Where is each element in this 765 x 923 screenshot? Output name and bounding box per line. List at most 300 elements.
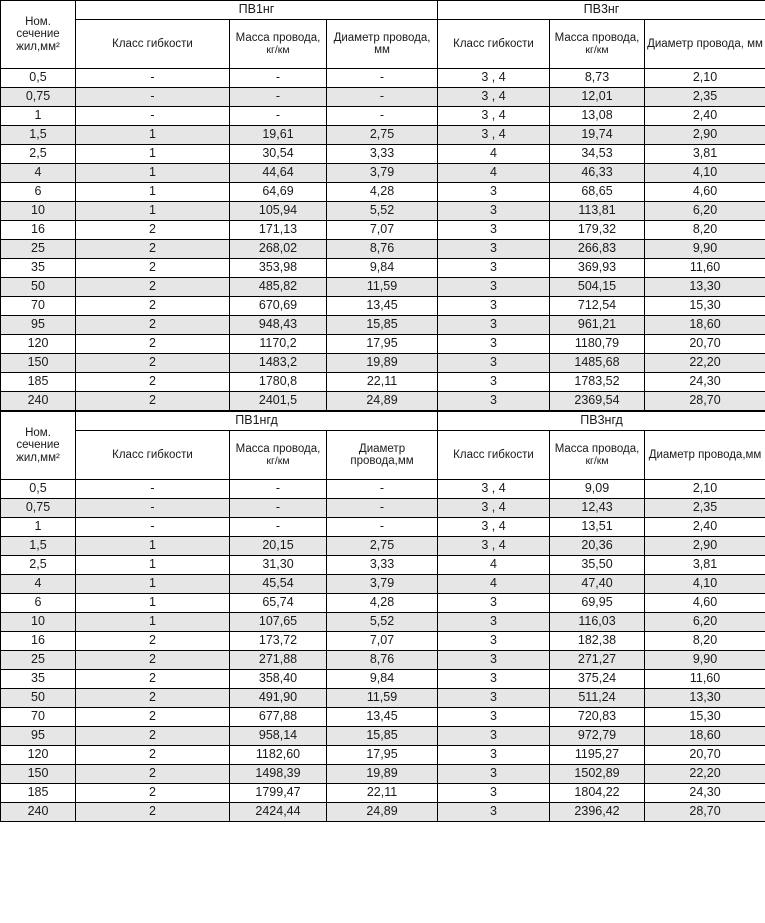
cell-g1-mass: 1483,2 xyxy=(230,354,327,373)
cell-g1-diameter: 2,75 xyxy=(327,537,438,556)
table-row xyxy=(1,316,765,335)
table-row xyxy=(1,335,765,354)
cell-g2-class: 3 xyxy=(438,202,550,221)
cell-g2-diameter: 13,30 xyxy=(645,278,765,297)
g1-mass-unit: кг/км xyxy=(266,44,290,56)
table-row xyxy=(1,164,765,183)
cell-g1-diameter: 13,45 xyxy=(327,708,438,727)
g2-mass-label: Масса провода, xyxy=(554,442,640,455)
g2-class-header: Класс гибкости xyxy=(438,431,550,480)
table-row xyxy=(1,518,765,537)
cell-g2-mass: 179,32 xyxy=(550,221,645,240)
cell-g2-diameter: 4,60 xyxy=(645,183,765,202)
table-row xyxy=(1,88,765,107)
cell-g1-class: 2 xyxy=(76,670,230,689)
cell-g2-class: 3 xyxy=(438,183,550,202)
cell-g2-diameter: 4,10 xyxy=(645,164,765,183)
cell-g1-diameter: 7,07 xyxy=(327,632,438,651)
cell-g1-class: 2 xyxy=(76,297,230,316)
g1-mass-label: Масса провода, xyxy=(235,442,321,455)
cell-g2-class: 3 xyxy=(438,708,550,727)
cell-g2-mass: 1180,79 xyxy=(550,335,645,354)
cell-section: 70 xyxy=(1,708,76,727)
cell-g1-class: - xyxy=(76,518,230,537)
cell-g2-class: 4 xyxy=(438,556,550,575)
cell-g2-mass: 182,38 xyxy=(550,632,645,651)
cell-g2-mass: 511,24 xyxy=(550,689,645,708)
cell-g1-class: 2 xyxy=(76,651,230,670)
cell-section: 16 xyxy=(1,221,76,240)
cell-g2-diameter: 24,30 xyxy=(645,784,765,803)
cell-section: 240 xyxy=(1,392,76,411)
cell-g1-mass: 64,69 xyxy=(230,183,327,202)
cell-g1-class: 1 xyxy=(76,183,230,202)
cell-g1-class: - xyxy=(76,480,230,499)
cell-g1-diameter: 8,76 xyxy=(327,240,438,259)
cell-g1-class: 2 xyxy=(76,803,230,822)
cell-g2-class: 4 xyxy=(438,575,550,594)
g2-class-header: Класс гибкости xyxy=(438,20,550,69)
cell-g2-mass: 375,24 xyxy=(550,670,645,689)
cell-g1-diameter: 3,33 xyxy=(327,556,438,575)
cell-g1-mass: 107,65 xyxy=(230,613,327,632)
cell-section: 6 xyxy=(1,183,76,202)
cell-g1-mass: 491,90 xyxy=(230,689,327,708)
table-row xyxy=(1,373,765,392)
spec-table xyxy=(0,411,765,822)
cell-g2-mass: 720,83 xyxy=(550,708,645,727)
cell-g2-mass: 19,74 xyxy=(550,126,645,145)
cell-section: 240 xyxy=(1,803,76,822)
cell-g1-class: 2 xyxy=(76,689,230,708)
cell-g1-mass: 268,02 xyxy=(230,240,327,259)
cell-g2-diameter: 28,70 xyxy=(645,392,765,411)
cell-g2-mass: 8,73 xyxy=(550,69,645,88)
cell-g1-class: 1 xyxy=(76,145,230,164)
cell-g1-class: 2 xyxy=(76,354,230,373)
g1-mass-header xyxy=(230,431,327,480)
cell-g1-diameter: 19,89 xyxy=(327,765,438,784)
table-row xyxy=(1,708,765,727)
cell-g1-mass: 358,40 xyxy=(230,670,327,689)
cell-g1-mass: 44,64 xyxy=(230,164,327,183)
table-row xyxy=(1,240,765,259)
cell-g1-class: 2 xyxy=(76,392,230,411)
cell-section: 1,5 xyxy=(1,126,76,145)
cell-g2-mass: 34,53 xyxy=(550,145,645,164)
cell-g1-diameter: 5,52 xyxy=(327,613,438,632)
cell-g2-class: 3 , 4 xyxy=(438,69,550,88)
cell-g1-diameter: 3,79 xyxy=(327,575,438,594)
g2-diam-header: Диаметр провода, мм xyxy=(645,20,765,69)
cell-g2-diameter: 15,30 xyxy=(645,297,765,316)
cell-g1-class: - xyxy=(76,69,230,88)
cell-g1-diameter: 22,11 xyxy=(327,784,438,803)
cell-g2-diameter: 20,70 xyxy=(645,746,765,765)
table-row xyxy=(1,392,765,411)
cell-g1-mass: 485,82 xyxy=(230,278,327,297)
cell-g1-mass: 1170,2 xyxy=(230,335,327,354)
cell-g2-diameter: 22,20 xyxy=(645,765,765,784)
cell-g2-mass: 69,95 xyxy=(550,594,645,613)
cell-g1-mass: 171,13 xyxy=(230,221,327,240)
cell-g2-mass: 13,51 xyxy=(550,518,645,537)
cell-g2-class: 3 , 4 xyxy=(438,126,550,145)
cell-g2-class: 3 xyxy=(438,594,550,613)
cell-g2-mass: 35,50 xyxy=(550,556,645,575)
cell-g1-mass: 670,69 xyxy=(230,297,327,316)
cell-section: 150 xyxy=(1,354,76,373)
cell-g1-mass: 271,88 xyxy=(230,651,327,670)
cell-g1-diameter: - xyxy=(327,69,438,88)
cell-g1-class: 2 xyxy=(76,335,230,354)
cell-g1-diameter: 11,59 xyxy=(327,689,438,708)
cell-g2-class: 3 xyxy=(438,221,550,240)
cell-section: 1 xyxy=(1,107,76,126)
cell-section: 0,75 xyxy=(1,88,76,107)
g1-mass-unit: кг/км xyxy=(266,455,290,467)
table-row xyxy=(1,670,765,689)
g1-mass-label: Масса провода, xyxy=(235,31,321,44)
cell-g1-diameter: 3,33 xyxy=(327,145,438,164)
cell-g2-diameter: 18,60 xyxy=(645,727,765,746)
table-row xyxy=(1,202,765,221)
cell-g2-mass: 12,01 xyxy=(550,88,645,107)
cell-g1-diameter: 3,79 xyxy=(327,164,438,183)
cell-g1-diameter: 2,75 xyxy=(327,126,438,145)
table-row xyxy=(1,480,765,499)
cell-g1-mass: - xyxy=(230,69,327,88)
cell-g2-class: 3 , 4 xyxy=(438,480,550,499)
cell-g2-diameter: 24,30 xyxy=(645,373,765,392)
cell-g2-mass: 116,03 xyxy=(550,613,645,632)
cell-g1-class: 2 xyxy=(76,632,230,651)
table-row xyxy=(1,632,765,651)
cell-g2-mass: 1804,22 xyxy=(550,784,645,803)
table-row xyxy=(1,297,765,316)
cell-g2-diameter: 8,20 xyxy=(645,221,765,240)
table-body xyxy=(1,69,765,411)
cell-g1-class: 2 xyxy=(76,259,230,278)
cell-g1-class: 2 xyxy=(76,765,230,784)
cell-g1-mass: 1780,8 xyxy=(230,373,327,392)
cell-g1-diameter: 17,95 xyxy=(327,335,438,354)
cell-section: 150 xyxy=(1,765,76,784)
table-row xyxy=(1,727,765,746)
cell-g2-mass: 1485,68 xyxy=(550,354,645,373)
cell-g1-class: 1 xyxy=(76,613,230,632)
cell-g2-class: 3 xyxy=(438,278,550,297)
table-row xyxy=(1,784,765,803)
cell-g2-mass: 1195,27 xyxy=(550,746,645,765)
cell-g1-mass: 65,74 xyxy=(230,594,327,613)
table-row xyxy=(1,259,765,278)
cell-section: 4 xyxy=(1,164,76,183)
cell-g2-diameter: 4,60 xyxy=(645,594,765,613)
cell-section: 25 xyxy=(1,651,76,670)
cell-g1-class: - xyxy=(76,107,230,126)
cell-g2-diameter: 6,20 xyxy=(645,613,765,632)
cell-g2-class: 4 xyxy=(438,164,550,183)
cell-g2-class: 3 xyxy=(438,373,550,392)
table-row xyxy=(1,183,765,202)
cell-g2-class: 3 xyxy=(438,316,550,335)
cell-section: 95 xyxy=(1,316,76,335)
cell-g1-class: 1 xyxy=(76,575,230,594)
cell-g1-diameter: 4,28 xyxy=(327,594,438,613)
cell-g1-diameter: - xyxy=(327,518,438,537)
cell-g1-diameter: 4,28 xyxy=(327,183,438,202)
cell-section: 185 xyxy=(1,784,76,803)
cell-g2-class: 3 xyxy=(438,651,550,670)
cell-section: 50 xyxy=(1,278,76,297)
cell-g1-mass: 958,14 xyxy=(230,727,327,746)
g1-class-header: Класс гибкости xyxy=(76,20,230,69)
table-row xyxy=(1,69,765,88)
cell-section: 35 xyxy=(1,259,76,278)
table-row xyxy=(1,689,765,708)
cell-g1-mass: 19,61 xyxy=(230,126,327,145)
cell-g1-mass: 30,54 xyxy=(230,145,327,164)
cell-g2-mass: 13,08 xyxy=(550,107,645,126)
g2-mass-label: Масса провода, xyxy=(554,31,640,44)
g2-mass-unit: кг/км xyxy=(585,455,609,467)
cell-g1-diameter: - xyxy=(327,107,438,126)
cell-section: 120 xyxy=(1,335,76,354)
cell-g2-diameter: 2,40 xyxy=(645,107,765,126)
cell-g2-class: 3 xyxy=(438,632,550,651)
cell-g2-mass: 46,33 xyxy=(550,164,645,183)
cell-g1-mass: 2401,5 xyxy=(230,392,327,411)
cell-section: 6 xyxy=(1,594,76,613)
cell-g2-class: 3 , 4 xyxy=(438,499,550,518)
cell-g2-class: 3 , 4 xyxy=(438,107,550,126)
cell-g1-mass: 677,88 xyxy=(230,708,327,727)
cell-g2-mass: 12,43 xyxy=(550,499,645,518)
g1-class-header: Класс гибкости xyxy=(76,431,230,480)
cell-g2-class: 4 xyxy=(438,145,550,164)
g1-diam-header: Диаметр провода,мм xyxy=(327,431,438,480)
cell-g1-diameter: - xyxy=(327,480,438,499)
cell-g1-diameter: 9,84 xyxy=(327,670,438,689)
g2-mass-header xyxy=(550,431,645,480)
cell-g1-mass: 1799,47 xyxy=(230,784,327,803)
table-row xyxy=(1,613,765,632)
cell-g1-mass: - xyxy=(230,518,327,537)
cell-g2-diameter: 2,10 xyxy=(645,480,765,499)
cell-g2-mass: 68,65 xyxy=(550,183,645,202)
cell-g1-diameter: 15,85 xyxy=(327,316,438,335)
cell-g2-diameter: 28,70 xyxy=(645,803,765,822)
cell-g1-diameter: 11,59 xyxy=(327,278,438,297)
g2-mass-header xyxy=(550,20,645,69)
cell-g2-class: 3 xyxy=(438,803,550,822)
cell-section: 0,5 xyxy=(1,480,76,499)
cell-g1-class: 1 xyxy=(76,556,230,575)
table-row xyxy=(1,746,765,765)
cell-section: 0,75 xyxy=(1,499,76,518)
cell-g2-class: 3 xyxy=(438,335,550,354)
cell-g2-mass: 271,27 xyxy=(550,651,645,670)
cell-g1-mass: 1182,60 xyxy=(230,746,327,765)
cell-g2-class: 3 , 4 xyxy=(438,537,550,556)
g1-mass-header xyxy=(230,20,327,69)
g2-diam-header: Диаметр провода,мм xyxy=(645,431,765,480)
table-row xyxy=(1,278,765,297)
cell-g1-diameter: 24,89 xyxy=(327,803,438,822)
cell-section: 1 xyxy=(1,518,76,537)
cell-g1-mass: 2424,44 xyxy=(230,803,327,822)
cell-g2-mass: 2369,54 xyxy=(550,392,645,411)
cell-section: 95 xyxy=(1,727,76,746)
cell-g1-class: 2 xyxy=(76,746,230,765)
cell-g1-mass: - xyxy=(230,107,327,126)
cell-g1-class: 1 xyxy=(76,594,230,613)
cell-g2-class: 3 xyxy=(438,784,550,803)
cell-g1-diameter: 5,52 xyxy=(327,202,438,221)
cell-g2-class: 3 xyxy=(438,297,550,316)
cell-g2-class: 3 xyxy=(438,392,550,411)
cell-g1-class: 2 xyxy=(76,784,230,803)
cell-g2-mass: 504,15 xyxy=(550,278,645,297)
cell-g2-mass: 47,40 xyxy=(550,575,645,594)
cell-section: 0,5 xyxy=(1,69,76,88)
cell-g2-diameter: 22,20 xyxy=(645,354,765,373)
cell-g1-class: 2 xyxy=(76,278,230,297)
table-row xyxy=(1,765,765,784)
cell-g2-diameter: 15,30 xyxy=(645,708,765,727)
cell-g2-diameter: 2,35 xyxy=(645,499,765,518)
cell-g1-diameter: 15,85 xyxy=(327,727,438,746)
cell-g1-class: 2 xyxy=(76,240,230,259)
cell-g1-mass: - xyxy=(230,88,327,107)
cell-g1-mass: 948,43 xyxy=(230,316,327,335)
cell-g2-mass: 9,09 xyxy=(550,480,645,499)
cell-g1-class: 2 xyxy=(76,373,230,392)
cell-g1-diameter: - xyxy=(327,88,438,107)
cell-g2-mass: 113,81 xyxy=(550,202,645,221)
cell-g1-class: 2 xyxy=(76,221,230,240)
cell-g1-class: 1 xyxy=(76,537,230,556)
cell-g2-mass: 961,21 xyxy=(550,316,645,335)
cell-g1-mass: 31,30 xyxy=(230,556,327,575)
cell-g2-diameter: 18,60 xyxy=(645,316,765,335)
cell-g1-class: 2 xyxy=(76,316,230,335)
cell-g1-class: 2 xyxy=(76,727,230,746)
table-row xyxy=(1,537,765,556)
table-body xyxy=(1,480,765,822)
cell-g2-diameter: 2,10 xyxy=(645,69,765,88)
table-row xyxy=(1,221,765,240)
cell-section: 70 xyxy=(1,297,76,316)
cell-section: 25 xyxy=(1,240,76,259)
group2-header: ПВ3нгд xyxy=(438,412,765,431)
cell-g1-mass: 353,98 xyxy=(230,259,327,278)
cell-g2-diameter: 9,90 xyxy=(645,240,765,259)
cell-g1-class: 1 xyxy=(76,164,230,183)
cell-g1-class: - xyxy=(76,499,230,518)
cell-g1-class: - xyxy=(76,88,230,107)
cell-g1-diameter: 17,95 xyxy=(327,746,438,765)
cell-g1-class: 1 xyxy=(76,202,230,221)
cell-section: 1,5 xyxy=(1,537,76,556)
g2-mass-unit: кг/км xyxy=(585,44,609,56)
cell-g1-mass: 1498,39 xyxy=(230,765,327,784)
cell-g1-class: 2 xyxy=(76,708,230,727)
cell-section: 10 xyxy=(1,613,76,632)
cell-g2-class: 3 xyxy=(438,613,550,632)
table-row xyxy=(1,556,765,575)
table-row xyxy=(1,651,765,670)
cell-g2-diameter: 11,60 xyxy=(645,259,765,278)
cell-g2-class: 3 xyxy=(438,240,550,259)
table-row xyxy=(1,499,765,518)
table-row xyxy=(1,803,765,822)
cell-g1-diameter: 24,89 xyxy=(327,392,438,411)
cell-g2-mass: 972,79 xyxy=(550,727,645,746)
cell-g1-diameter: 8,76 xyxy=(327,651,438,670)
table-row xyxy=(1,107,765,126)
cell-g2-mass: 2396,42 xyxy=(550,803,645,822)
cell-g2-diameter: 13,30 xyxy=(645,689,765,708)
group1-header: ПВ1нгд xyxy=(76,412,438,431)
cell-g1-diameter: - xyxy=(327,499,438,518)
cell-g2-class: 3 xyxy=(438,259,550,278)
table-row xyxy=(1,354,765,373)
cell-g1-mass: 105,94 xyxy=(230,202,327,221)
cell-g2-diameter: 11,60 xyxy=(645,670,765,689)
cell-g1-diameter: 22,11 xyxy=(327,373,438,392)
cell-g1-diameter: 13,45 xyxy=(327,297,438,316)
cell-g2-class: 3 xyxy=(438,765,550,784)
cell-g2-class: 3 xyxy=(438,354,550,373)
cell-g1-diameter: 7,07 xyxy=(327,221,438,240)
cell-g2-diameter: 2,90 xyxy=(645,126,765,145)
cell-g2-diameter: 3,81 xyxy=(645,145,765,164)
cell-g2-diameter: 8,20 xyxy=(645,632,765,651)
table-row xyxy=(1,126,765,145)
cell-g2-class: 3 xyxy=(438,746,550,765)
cell-g2-diameter: 3,81 xyxy=(645,556,765,575)
cell-g2-class: 3 , 4 xyxy=(438,518,550,537)
cell-g2-diameter: 2,35 xyxy=(645,88,765,107)
cell-g2-diameter: 2,90 xyxy=(645,537,765,556)
cell-section: 2,5 xyxy=(1,556,76,575)
cell-g2-mass: 712,54 xyxy=(550,297,645,316)
cell-g1-mass: 20,15 xyxy=(230,537,327,556)
cell-g1-mass: 173,72 xyxy=(230,632,327,651)
cell-section: 4 xyxy=(1,575,76,594)
cell-g1-mass: - xyxy=(230,499,327,518)
cell-g1-mass: - xyxy=(230,480,327,499)
cell-g2-mass: 20,36 xyxy=(550,537,645,556)
cell-g2-diameter: 4,10 xyxy=(645,575,765,594)
cell-g2-mass: 1502,89 xyxy=(550,765,645,784)
section-header: Ном. сечение жил,мм² xyxy=(1,1,76,69)
table-row xyxy=(1,145,765,164)
cell-g2-class: 3 , 4 xyxy=(438,88,550,107)
cell-g1-mass: 45,54 xyxy=(230,575,327,594)
section-header: Ном. сечение жил,мм² xyxy=(1,412,76,480)
cell-section: 10 xyxy=(1,202,76,221)
cell-g2-class: 3 xyxy=(438,670,550,689)
cell-g2-class: 3 xyxy=(438,689,550,708)
g1-diam-header: Диаметр провода, мм xyxy=(327,20,438,69)
table-row xyxy=(1,594,765,613)
cell-g1-diameter: 19,89 xyxy=(327,354,438,373)
cell-g2-mass: 266,83 xyxy=(550,240,645,259)
cell-g2-diameter: 9,90 xyxy=(645,651,765,670)
